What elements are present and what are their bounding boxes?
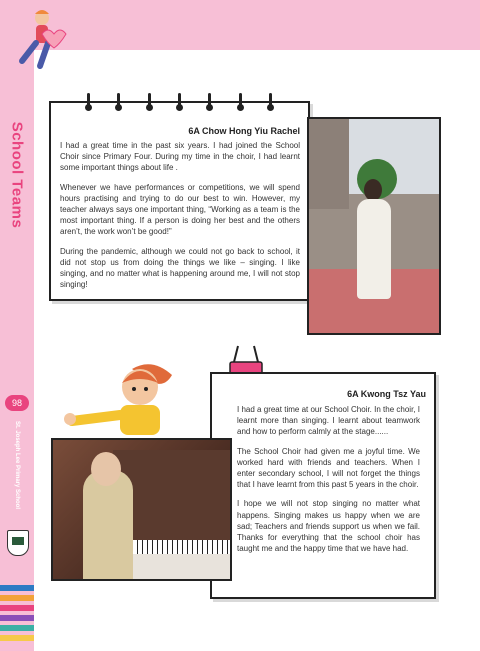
page-number: 98 bbox=[5, 395, 29, 411]
paragraph: During the pandemic, although we could not go back to school, it did not stop us from doing the things we like – singing. I like singing, and no matter what is happening around me, I will not stop singing! bbox=[60, 246, 300, 290]
paragraph: I hope we will not stop singing no matter what happens. Singing makes us happy when we are sad; Teachers and friends support us when we fail. Thanks for everything that the school choir has taught me and the happy time that we have had. bbox=[237, 499, 420, 554]
section-title: School Teams bbox=[8, 121, 26, 229]
school-crest-icon bbox=[7, 530, 29, 556]
decor-stripe bbox=[0, 595, 34, 601]
student-photo-kwong bbox=[51, 438, 232, 581]
decor-stripe bbox=[0, 585, 34, 591]
story-text bbox=[237, 404, 420, 562]
decor-stripe bbox=[0, 635, 34, 641]
student-photo-rachel bbox=[307, 117, 441, 335]
story-card-rachel bbox=[49, 101, 310, 301]
student-name: 6A Kwong Tsz Yau bbox=[347, 389, 426, 399]
paragraph: I had a great time at our School Choir. In the choir, I learnt more than singing. I learnt about teamwork and how to perform calmly at the stage...... bbox=[237, 405, 420, 437]
school-name: St. Joseph Lee Primary School bbox=[14, 420, 20, 510]
story-text bbox=[60, 140, 300, 298]
paragraph: Whenever we have performances or competitions, we will spend hours practising and trying to do our best to win. However, my teacher always says one important thing, “Working as a team is the most important thing. If a person is doing her best and the others aren’t, the work won’t be good!” bbox=[60, 182, 300, 237]
decor-stripe bbox=[0, 625, 34, 631]
student-name: 6A Chow Hong Yiu Rachel bbox=[188, 126, 300, 136]
decor-stripe bbox=[0, 605, 34, 611]
running-kid-heart-icon bbox=[12, 6, 70, 72]
paragraph: The School Choir had given me a joyful time. We worked hard with friends and teachers. When I enter secondary school, I will not forget the things that I have learnt from this past 5 years in the choir. bbox=[237, 446, 420, 490]
top-banner bbox=[0, 0, 480, 50]
girl-cartoon-icon bbox=[62, 355, 182, 437]
paragraph: I had a great time in the past six years. I had joined the School Choir since Primary Four. During my time in the choir, I had learnt some important things about life . bbox=[60, 141, 300, 173]
story-card-kwong bbox=[210, 372, 436, 599]
decor-stripe bbox=[0, 615, 34, 621]
notebook-rings bbox=[51, 93, 308, 113]
